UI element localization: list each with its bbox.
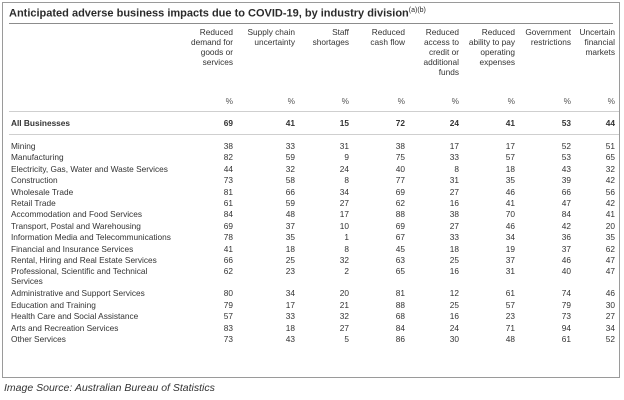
table-cell: 37	[285, 220, 295, 231]
table-cell: 61	[561, 334, 571, 345]
table-row	[9, 311, 619, 322]
table-cell: 32	[339, 255, 349, 266]
table-cell: 16	[449, 311, 459, 322]
table-cell: 38	[223, 141, 233, 151]
table-body	[9, 27, 619, 346]
table-cell: 44	[575, 112, 619, 135]
table-cell: 79	[223, 299, 233, 310]
table-cell: 18	[285, 243, 295, 254]
table-cell: 20	[605, 220, 615, 231]
table-cell: 35	[505, 175, 515, 186]
unit-cell: %	[451, 96, 459, 106]
table-cell: 16	[449, 266, 459, 277]
table-row	[9, 209, 619, 220]
table-cell: 1	[344, 232, 349, 243]
industry-label: Wholesale Trade	[11, 186, 74, 197]
table-cell: 84	[395, 322, 405, 333]
industry-label: Electricity, Gas, Water and Waste Services	[11, 163, 168, 174]
table-cell: 53	[519, 112, 575, 135]
table-cell: 18	[505, 163, 515, 174]
column-header-row	[9, 27, 619, 91]
table-cell: 25	[449, 299, 459, 310]
table-cell: 33	[449, 152, 459, 163]
table-cell: 20	[339, 288, 349, 299]
table-cell: 62	[223, 266, 233, 277]
table-cell: 17	[449, 141, 459, 151]
table-cell: 67	[395, 232, 405, 243]
table-cell: 41	[505, 198, 515, 209]
table-cell: 5	[344, 334, 349, 345]
table-cell: 59	[285, 198, 295, 209]
table-cell: 69	[395, 186, 405, 197]
table-cell: 70	[505, 209, 515, 220]
table-row	[9, 334, 619, 345]
table-cell: 21	[339, 299, 349, 310]
table-cell: 52	[605, 334, 615, 345]
column-header: Reduced access to credit or additional funds	[423, 27, 459, 77]
table-cell: 16	[449, 198, 459, 209]
table-cell: 69	[395, 220, 405, 231]
table-cell: 8	[344, 243, 349, 254]
table-cell: 63	[395, 255, 405, 266]
table-cell: 36	[561, 232, 571, 243]
table-cell: 84	[223, 209, 233, 220]
table-cell: 69	[175, 112, 237, 135]
table-cell: 33	[449, 232, 459, 243]
table-row	[9, 244, 619, 255]
table-cell: 27	[339, 198, 349, 209]
table-row	[9, 288, 619, 299]
table-cell: 79	[561, 299, 571, 310]
table-row	[9, 323, 619, 334]
table-cell: 46	[505, 186, 515, 197]
column-header: Uncertain financial markets	[579, 27, 615, 57]
column-header: Reduced demand for goods or services	[191, 27, 233, 67]
table-cell: 57	[505, 152, 515, 163]
table-cell: 47	[561, 198, 571, 209]
table-cell: 58	[285, 175, 295, 186]
table-cell: 30	[605, 299, 615, 310]
table-cell: 78	[223, 232, 233, 243]
all-businesses-label: All Businesses	[9, 112, 175, 135]
chart-title: Anticipated adverse business impacts due to COVID-19, by industry division$^{(a)(b)}$	[9, 7, 426, 20]
unit-cell: %	[341, 96, 349, 106]
table-cell: 53	[561, 152, 571, 163]
table-cell: 94	[561, 322, 571, 333]
table-cell: 34	[605, 322, 615, 333]
industry-label: Construction	[11, 175, 58, 186]
table-cell: 59	[285, 152, 295, 163]
table-cell: 31	[339, 141, 349, 151]
column-header: Staff shortages	[312, 27, 349, 47]
industry-label: Information Media and Telecommunications	[11, 232, 171, 243]
table-cell: 48	[505, 334, 515, 345]
table-row	[9, 232, 619, 243]
table-cell: 69	[223, 220, 233, 231]
industry-label: Arts and Recreation Services	[11, 322, 119, 333]
table-cell: 35	[285, 232, 295, 243]
unit-row	[9, 91, 619, 112]
industry-label: Health Care and Social Assistance	[11, 311, 139, 322]
industry-label: Education and Training	[11, 299, 96, 310]
all-businesses-row	[9, 112, 619, 135]
table-cell: 34	[285, 288, 295, 299]
unit-cell: %	[287, 96, 295, 106]
table-cell: 48	[285, 209, 295, 220]
table-cell: 84	[561, 209, 571, 220]
table-cell: 42	[605, 175, 615, 186]
table-row	[9, 198, 619, 209]
table-cell: 31	[505, 266, 515, 277]
table-cell: 25	[449, 255, 459, 266]
industry-label: Manufacturing	[11, 152, 64, 163]
table-cell: 81	[223, 186, 233, 197]
table-cell: 73	[223, 175, 233, 186]
table-row	[9, 141, 619, 152]
table-cell: 31	[449, 175, 459, 186]
table-cell: 41	[605, 209, 615, 220]
table-cell: 80	[223, 288, 233, 299]
industry-label: Other Services	[11, 334, 66, 345]
table-row	[9, 300, 619, 311]
table-cell: 65	[395, 266, 405, 277]
table-cell: 39	[561, 175, 571, 186]
table-cell: 73	[561, 311, 571, 322]
title-divider	[9, 23, 613, 24]
table-cell: 38	[449, 209, 459, 220]
table-cell: 46	[561, 255, 571, 266]
table-cell: 45	[395, 243, 405, 254]
table-cell: 15	[299, 112, 353, 135]
table-row	[9, 164, 619, 175]
table-cell: 34	[505, 232, 515, 243]
table-cell: 62	[605, 243, 615, 254]
table-cell: 75	[395, 152, 405, 163]
industry-label: Professional, Scientific and Technical Services	[11, 266, 148, 287]
table-cell: 9	[344, 152, 349, 163]
table-cell: 24	[409, 112, 463, 135]
table-cell: 83	[223, 322, 233, 333]
table-row	[9, 175, 619, 186]
unit-cell: %	[507, 96, 515, 106]
table-cell: 68	[395, 311, 405, 322]
table-cell: 34	[339, 186, 349, 197]
table-cell: 27	[449, 186, 459, 197]
table-cell: 41	[463, 112, 519, 135]
table-cell: 18	[285, 322, 295, 333]
table-cell: 32	[285, 163, 295, 174]
table-cell: 71	[505, 322, 515, 333]
table-cell: 66	[223, 255, 233, 266]
table-row	[9, 187, 619, 198]
table-cell: 42	[561, 220, 571, 231]
table-cell: 37	[561, 243, 571, 254]
table-cell: 19	[505, 243, 515, 254]
table-cell: 43	[561, 163, 571, 174]
column-header: Reduced ability to pay operating expenses	[468, 27, 515, 67]
table-cell: 57	[505, 299, 515, 310]
table-cell: 17	[339, 209, 349, 220]
table-cell: 52	[561, 141, 571, 151]
table-row	[9, 266, 619, 288]
table-cell: 42	[605, 198, 615, 209]
table-cell: 81	[395, 288, 405, 299]
row-label-header	[9, 27, 175, 91]
column-header: Supply chain uncertainty	[247, 27, 295, 47]
table-cell: 12	[449, 288, 459, 299]
unit-row-label	[9, 91, 175, 112]
table-cell: 61	[223, 198, 233, 209]
table-cell: 57	[223, 311, 233, 322]
table-cell: 51	[605, 141, 615, 151]
table-cell: 46	[605, 288, 615, 299]
table-cell: 40	[395, 163, 405, 174]
table-cell: 27	[339, 322, 349, 333]
industry-label: Mining	[11, 141, 36, 151]
table-row	[9, 221, 619, 232]
table-cell: 46	[505, 220, 515, 231]
table-cell: 10	[339, 220, 349, 231]
table-row	[9, 255, 619, 266]
table-cell: 62	[395, 198, 405, 209]
table-cell: 41	[237, 112, 299, 135]
table-cell: 74	[561, 288, 571, 299]
industry-label: Retail Trade	[11, 198, 56, 209]
table-cell: 8	[344, 175, 349, 186]
table-cell: 88	[395, 209, 405, 220]
table-cell: 77	[395, 175, 405, 186]
column-header: Reduced cash flow	[370, 27, 405, 47]
industry-label: Financial and Insurance Services	[11, 243, 134, 254]
table-cell: 18	[449, 243, 459, 254]
unit-cell: %	[225, 96, 233, 106]
image-source-caption: Image Source: Australian Bureau of Statistics	[4, 382, 215, 394]
table-cell: 33	[285, 311, 295, 322]
industry-label: Rental, Hiring and Real Estate Services	[11, 255, 157, 266]
table-cell: 2	[344, 266, 349, 277]
table-cell: 86	[395, 334, 405, 345]
table-frame	[2, 2, 620, 378]
table-cell: 25	[285, 255, 295, 266]
table-cell: 41	[223, 243, 233, 254]
table-row	[9, 152, 619, 163]
industry-label: Accommodation and Food Services	[11, 209, 142, 220]
table-cell: 40	[561, 266, 571, 277]
impacts-table	[9, 27, 619, 346]
table-cell: 66	[285, 186, 295, 197]
table-cell: 27	[449, 220, 459, 231]
table-cell: 88	[395, 299, 405, 310]
table-cell: 27	[605, 311, 615, 322]
table-cell: 8	[454, 163, 459, 174]
table-cell: 32	[605, 163, 615, 174]
industry-label: Administrative and Support Services	[11, 288, 145, 299]
table-cell: 82	[223, 152, 233, 163]
title-footnote-marker: (a)(b)	[408, 7, 426, 14]
table-cell: 38	[395, 141, 405, 151]
unit-cell: %	[397, 96, 405, 106]
table-cell: 47	[605, 266, 615, 277]
table-cell: 56	[605, 186, 615, 197]
table-cell: 24	[449, 322, 459, 333]
unit-cell: %	[563, 96, 571, 106]
unit-cell: %	[607, 96, 615, 106]
table-cell: 33	[285, 141, 295, 151]
table-cell: 17	[505, 141, 515, 151]
table-cell: 65	[605, 152, 615, 163]
table-cell: 32	[339, 311, 349, 322]
table-cell: 43	[285, 334, 295, 345]
table-cell: 37	[505, 255, 515, 266]
table-cell: 72	[353, 112, 409, 135]
table-cell: 61	[505, 288, 515, 299]
table-cell: 44	[223, 163, 233, 174]
industry-label: Transport, Postal and Warehousing	[11, 220, 141, 231]
table-cell: 73	[223, 334, 233, 345]
table-cell: 30	[449, 334, 459, 345]
table-cell: 23	[285, 266, 295, 277]
column-header: Government restrictions	[525, 27, 571, 47]
table-cell: 23	[505, 311, 515, 322]
table-cell: 66	[561, 186, 571, 197]
table-cell: 35	[605, 232, 615, 243]
table-cell: 47	[605, 255, 615, 266]
table-cell: 24	[339, 163, 349, 174]
table-cell: 17	[285, 299, 295, 310]
